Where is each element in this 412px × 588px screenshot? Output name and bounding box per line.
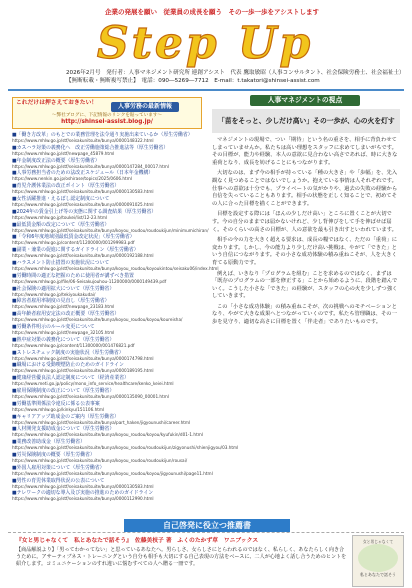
news-item	[12, 375, 200, 386]
news-item-title: ■高年齢者雇用安定法の改正概要（厚生労働省）	[12, 311, 120, 318]
news-item-title: ■労災保険制度の概要（厚生労働省）	[12, 452, 95, 458]
news-item-title: ■キャリアアップ助成金のご案内（厚生労働省）	[12, 413, 119, 420]
news-item-link[interactable]: https://www.mhlw.go.jp/stf/newpage_45879.html	[12, 150, 115, 156]
article-body	[212, 137, 400, 517]
news-item-link[interactable]: https://www.mhlw.go.jp/stf/seisakunitsuite/bunya/0000174798.html	[12, 355, 154, 361]
news-item-link[interactable]: https://www.mhlw.go.jp/file/06-Seisakujouhou-11200000/0000149439.pdf	[12, 278, 167, 284]
news-item	[12, 464, 213, 476]
news-item	[12, 260, 219, 271]
news-item	[12, 426, 203, 438]
book-cover-label: 女と男じゃなくて	[362, 539, 394, 544]
contact-info: 【無断転載・無断複写禁止】 電話：090―5269―7712 E-mail：t.takatori@shinsei-assist.com	[66, 78, 320, 84]
news-item-link[interactable]: https://www.mhlw.go.jp/stf/seisakunitsuite/bunya/0000189195.html	[12, 368, 154, 374]
news-item	[12, 132, 200, 143]
article-paragraph: 目標を設定する際には「ほんの少しだけ高い」ところに置くことが大切です。今の自分のままでは届かないけれど、少し背伸びをして手を伸ばせば届く。そのくらいの高さの目標が、人の意欲を最も引き出すといわれています。	[212, 211, 397, 233]
news-item-link[interactable]: https://www.mhlw.go.jp/stf/seisakunitsuite/bunya/koyou_roudou/koyou/koureisha/	[12, 317, 183, 323]
news-item-title: ■健康経営優良法人認定制度について（経済産業省）	[12, 375, 130, 382]
news-item	[12, 490, 200, 501]
news-item	[12, 221, 209, 233]
book-title: 『女と男じゃなくて 私とあなたで話そう』 佐藤美枝子 著 ふくのたかず草 ワニブックス	[16, 538, 259, 544]
news-item-title: ■年金制度改正法の概要（厚生労働省）	[12, 157, 100, 164]
news-item-title: ■外国人雇用対策について（厚生労働省）	[12, 464, 105, 471]
news-item-title: ■テレワークの適切な導入及び実施の推進のためのガイドライン	[12, 490, 154, 497]
news-item	[12, 388, 200, 399]
news-item	[12, 298, 200, 309]
news-item-title: ■カスハラ対策の義務化へ 改正労働施策総合推進法等（厚生労働省）	[12, 144, 169, 151]
news-item	[12, 170, 200, 181]
news-item-link[interactable]: https://www.mhlw.go.jp/content/11200000/001299983.pdf	[12, 240, 135, 246]
promo-box	[12, 97, 202, 129]
news-item-link[interactable]: https://www.meti.go.jp/policy/mono_info_service/healthcare/kenko_keiei.html	[12, 381, 174, 387]
news-item	[12, 183, 200, 194]
news-item-title: ■人事労務担当者のための法改正スケジュール（日本年金機構）	[12, 170, 154, 177]
news-item	[12, 350, 200, 361]
news-item-link[interactable]: https://www.mhlw.go.jp/stf/seisakunitsuite/bunya/koyou_roudou/roudoukijun/rousai/	[12, 458, 188, 463]
news-item-link[interactable]: https://www.mhlw.go.jp/stf/seisakunitsuite/bunya/0000148322.html	[12, 138, 154, 143]
article-quote: 「苗をそっと、少しだけ高い」その一歩が、心の火を灯す	[218, 117, 395, 125]
news-item-link[interactable]: https://www.mhlw.go.jp/stf/newpage_32105.html	[12, 330, 115, 335]
news-item-title: ■労働基準関係法令違反に係る公表事案	[12, 400, 100, 407]
issue-info: 2026年2月号 発行者：人事マネジメント研究所 連創アシスト 代表 鷹取敏昭（人事コンサルタント、社会保険労務士、社会福祉士）	[66, 70, 405, 76]
article-section-label: 人事マネジメントの視点	[250, 95, 360, 106]
news-item-title: ■女性活躍推進・えるぼし認定制度について	[12, 196, 110, 202]
news-item-link[interactable]: https://www.mhlw.go.jp/kinkyu/151106.html	[12, 406, 105, 412]
news-item-link[interactable]: https://www.mhlw.go.jp/stf/seisakunitsuite/bunya/0000147284_00017.html	[12, 163, 169, 169]
header-divider	[8, 89, 404, 91]
news-item-title: ■2024年の賃金引上げ等の実態に関する調査結果（厚生労働省）	[12, 208, 157, 215]
news-item-link[interactable]: https://www.mhlw.go.jp/stf/seisakunitsuite/bunya/0000192188.html	[12, 253, 154, 259]
news-item	[12, 145, 200, 156]
news-item-link[interactable]: https://www.mhlw.go.jp/stf/seisakunitsuite/bunya/0000112990.html	[12, 496, 154, 502]
news-item-title: ■障害者雇用率制度の見直し（厚生労働省）	[12, 298, 110, 305]
news-item-title: ■人材開発支援助成金について（厚生労働省）	[12, 426, 115, 433]
news-item-link[interactable]: https://www.mhlw.go.jp/stf/seisakunitsuite/bunya/koyou_roudou/koyoukintou/seisaku06/index.html	[12, 266, 219, 271]
news-item	[12, 158, 200, 169]
news-item	[12, 452, 200, 463]
news-item-link[interactable]: https://www.mhlw.go.jp/stf/seisakunitsuite/bunya/part_haken/jigyounushi/career.html	[12, 419, 191, 425]
news-item-link[interactable]: https://www.mhlw.go.jp/stf/seisakunitsuite/bunya/0000130583.html	[12, 189, 154, 195]
book-cover-image	[352, 535, 404, 587]
news-item-link[interactable]: https://www.mhlw.go.jp/stf/seisakunitsuite/bunya/0000135090_00001.html	[12, 394, 169, 399]
news-item-title: ■男性の育児休業取得状況の公表について	[12, 477, 105, 484]
news-item-title: ■雇用保険制度の改正について（厚生労働省）	[12, 388, 115, 394]
news-item-title: ■最低賃金額の改定について（厚生労働省）	[12, 221, 110, 228]
news-item-title: ■ハラスメント防止措置の実施状況について	[12, 260, 110, 266]
book-cover-illustration	[358, 544, 398, 572]
article-paragraph: この「小さな成功体験」の積み重ねこそが、次の挑戦へのモチベーションとなり、やがて大きな成果へとつながっていくのです。私たち管理職は、その一歩を見守り、適切な高さに目標を置く「伴走者」でありたいものです。	[212, 303, 397, 326]
news-item-link[interactable]: https://www.mhlw.go.jp/stf/seisakunitsuite/bunya/koyou_roudou/roudoukijun/minimumichiran/	[12, 227, 209, 233]
news-item	[12, 247, 200, 258]
news-item-title: ■「働き方改革」のもとでの業務管理を法令通り実施出来ているか（厚生労働省）	[12, 132, 193, 138]
news-item-title: ■職場における受動喫煙防止のためのガイドライン	[12, 362, 124, 369]
news-item	[12, 196, 200, 207]
news-item-title: ■社会保険の適用拡大について（厚生労働省）	[12, 285, 115, 292]
book-cover-title: 私とあなたで話そう	[360, 572, 396, 577]
article-paragraph: 相手の今の力を大きく超える要求は、成長の糧ではなく、ただの「重荷」に変わります。しかし、今の能力より少しだけ高い挑戦は、やがて「できた」という自信につながります。その小さな成功体験の積み重ねこそが、人を大きく育てる原動力です。	[212, 237, 397, 266]
news-item-title: ■育児介護休業法の改正ポイント（厚生労働省）	[12, 183, 120, 190]
news-item	[12, 273, 200, 284]
book-section-label: 自己啓発に役立つ推薦書	[124, 519, 290, 532]
news-item-link[interactable]: https://www.mhlw.go.jp/stf/seisakunitsuite/bunya/koyou_roudou/roudoukijun/zigyonushi/shienjigyou/03.html	[12, 445, 239, 451]
news-item-title: ■労働条件明示のルール変更について	[12, 324, 95, 330]
news-item-title: ■副業・兼業の促進に関するガイドライン（厚生労働省）	[12, 247, 139, 254]
news-item-title: ■「令和6年度地域別最低賃金改定状況」（厚生労働省）	[12, 234, 135, 241]
news-item-title: ■ストレスチェック制度の実施状況（厚生労働省）	[12, 349, 124, 356]
news-link-list	[12, 132, 239, 514]
news-item-link[interactable]: https://www.mhlw.go.jp/stf/seisakunitsuite/bunya/koyou_roudou/koyou/kyufukin/d01-1.html	[12, 432, 203, 438]
news-item-link[interactable]: https://www.mhlw.go.jp/stf/seisakunitsuite/bunya/koyou_roudou/koyou/jigyounushi/page11.html	[12, 470, 213, 476]
blog-link[interactable]: http://shinsei-assist.blog.jp/	[61, 119, 153, 125]
article-paragraph: 例えば、いきなり「プログラムを組む」ことを求めるのではなく、まずは「既存のプログラムの一部を修正する」ことから始めるように、段階を踏んでいく。こうした小さな「できた」の経験が、スタッフの心の火を少しずつ強くしていきます。	[212, 270, 398, 300]
news-item-link[interactable]: https://www.mhlw.go.jp/tekiyoukakudai/	[12, 291, 96, 297]
promo-badge: 人事労務の最新情報	[111, 102, 179, 112]
news-item-link[interactable]: https://www.nenkin.go.jp/oshirase/topics/2025/0606.html	[12, 176, 132, 182]
news-item-title: ■労働時間の適正な把握のために使用者が講ずべき措置	[12, 272, 134, 279]
newsletter-logo: Step Up	[96, 18, 314, 69]
news-item	[12, 478, 200, 489]
news-item	[12, 401, 200, 412]
news-item-link[interactable]: https://www.mhlw.go.jp/content/11300000/001476821.pdf	[12, 342, 135, 348]
article-paragraph: マネジメントの現場で、つい「期待」という名の重さを、相手に背負わせてしまっていませんか。私たちは高い理想をスタッフに求めてしまいがちです。その目標が、能力や経験、本人の意欲に見合わない高さであれば、時に大きな重荷となり、成長を妨げることにもつながります。	[212, 137, 398, 166]
article-paragraph: 大切なのは、まず今の相手が持っている「種の大きさ」や「歩幅」を、先入観なく見つめることではないでしょうか。抱えている事情は人それぞれです。仕事への意欲は十分でも、プライベートの気がかりや、過去の失敗の経験から自信を失っていることもあります。相手の状態を正しく知ることで、初めてその人に合った目標を描くことができます。	[212, 170, 398, 207]
book-description: 【商品解説より】「男ってわかってない」と思っているあなたへ。男らしさ、女らしさにとらわれるのではなく、私らしく、あなたらしく向き合うために。アサーティブネス・トレーニングという自分も相手も大切にする自己表現の方法をベースに、二人が心地よく話し合うためのヒントを紹介します。コミュニケーションのすれ違いに悩むすべての人へ贈る一冊です。	[16, 547, 347, 567]
news-item-link[interactable]: https://www.mhlw.go.jp/stf/seisakunitsuite/bunya/0000091025.html	[12, 202, 154, 207]
header-tagline: 企業の発展を願い 従業員の成長を願う その一歩一歩をアシストします	[62, 6, 362, 18]
news-item	[12, 286, 200, 297]
promo-heading: これだけは押さえておきたい！	[16, 100, 98, 106]
news-item	[12, 439, 239, 451]
article-quote-box	[212, 109, 400, 133]
news-item	[12, 324, 200, 335]
news-item	[12, 234, 200, 245]
news-item-title: ■熱中症対策の義務化について（厚生労働省）	[12, 336, 115, 343]
news-item-title: ■業務改善助成金（厚生労働省）	[12, 439, 86, 446]
promo-subtext: ～弊社ブログに、下記情報のリンクを貼っています～	[51, 113, 163, 118]
news-item	[12, 311, 200, 322]
news-item-link[interactable]: https://www.mhlw.go.jp/stf/newpage_23183.html	[12, 304, 115, 310]
news-item	[12, 209, 200, 220]
news-item	[12, 362, 200, 373]
news-item-link[interactable]: https://www.mhlw.go.jp/toukei/list/12-23.html	[12, 214, 108, 220]
news-item-link[interactable]: https://www.mhlw.go.jp/stf/seisakunitsuite/bunya/0000130583.html	[12, 483, 154, 489]
news-item	[12, 414, 200, 425]
news-item	[12, 337, 200, 348]
